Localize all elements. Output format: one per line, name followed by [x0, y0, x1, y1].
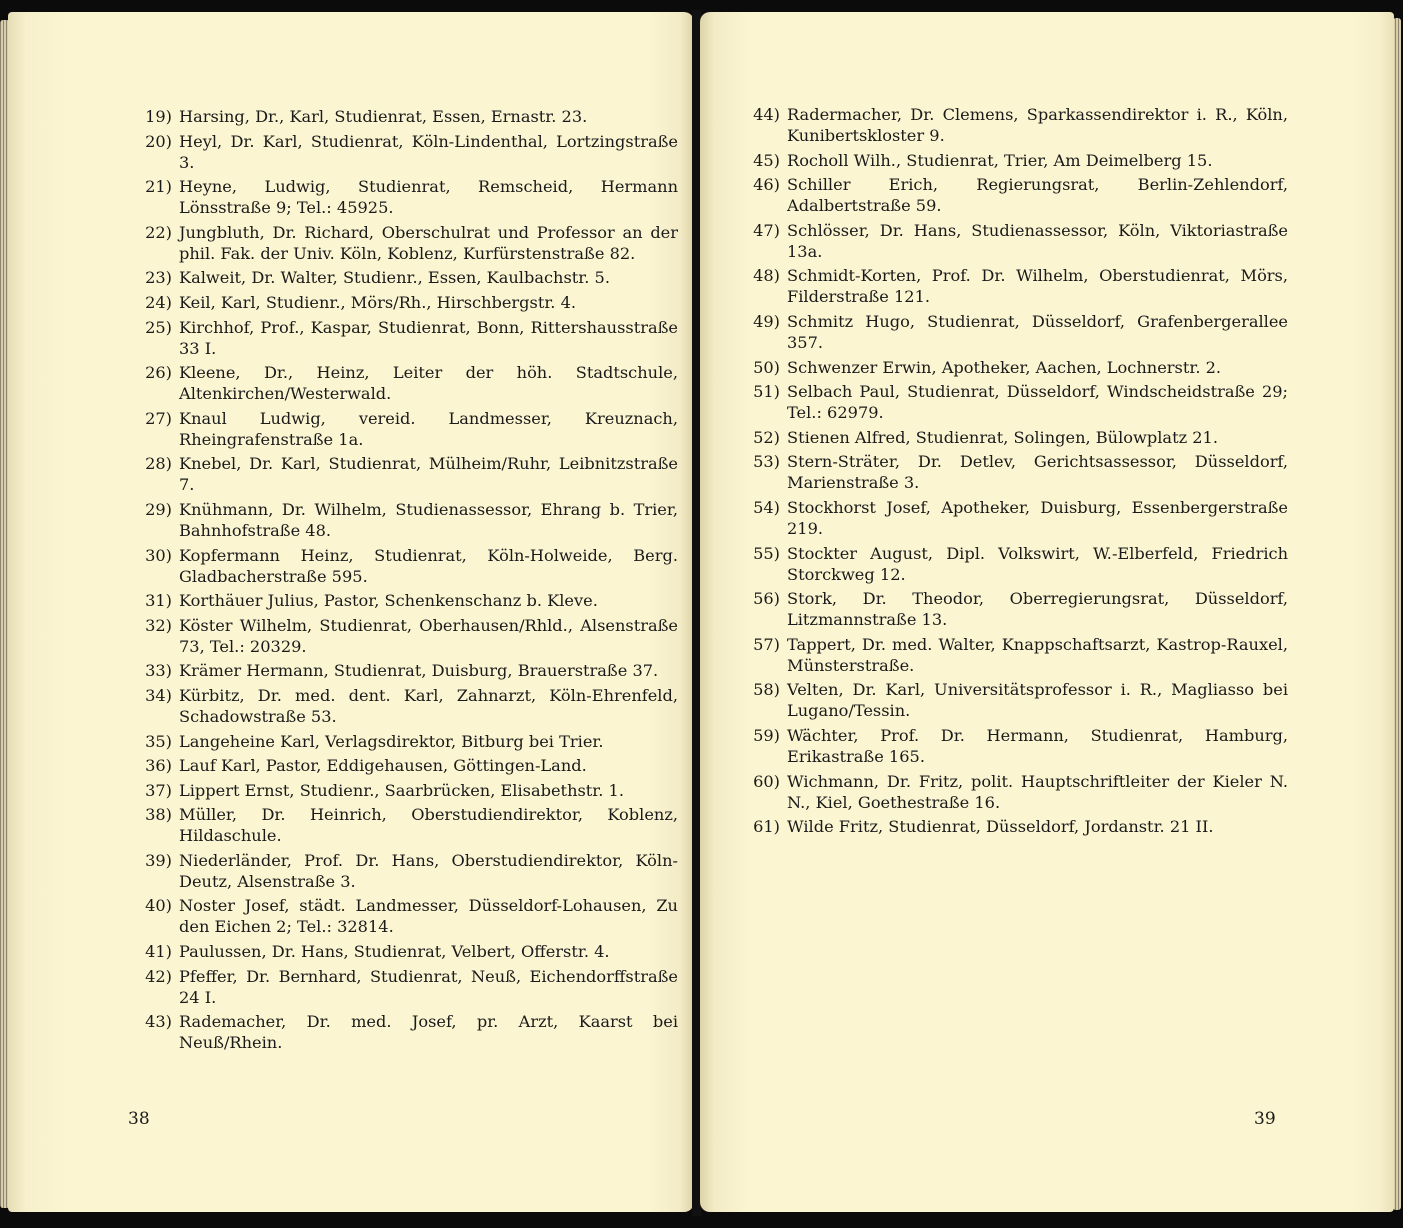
entry-text: Korthäuer Julius, Pastor, Schenkenschanz b. Kleve. [179, 591, 598, 611]
list-item [130, 362, 678, 404]
list-item [130, 292, 678, 313]
entry-number: 37) [145, 780, 172, 800]
page-number-right: 39 [1254, 1109, 1276, 1129]
entry-text: Schiller Erich, Regierungsrat, Berlin-Zehlendorf, Adalbertstraße 59. [787, 175, 1288, 216]
entry-text: Heyne, Ludwig, Studienrat, Remscheid, Hermann Lönsstraße 9; Tel.: 45925. [179, 177, 678, 218]
entry-text: Kalweit, Dr. Walter, Studienr., Essen, Kaulbachstr. 5. [179, 268, 610, 288]
entry-number: 40) [145, 896, 172, 916]
list-item [130, 453, 678, 495]
entry-number: 51) [753, 382, 780, 402]
entry-number: 44) [753, 105, 780, 124]
entry-number: 26) [145, 363, 172, 383]
list-item [738, 588, 1288, 630]
list-item [130, 755, 678, 776]
entry-number: 49) [753, 311, 780, 331]
entry-text: Wichmann, Dr. Fritz, polit. Hauptschriftleiter der Kieler N. N., Kiel, Goethestraße 16. [787, 771, 1288, 812]
entry-text: Wächter, Prof. Dr. Hermann, Studienrat, Hamburg, Erikastraße 165. [787, 725, 1288, 766]
list-item [130, 941, 678, 962]
entry-text: Stern-Sträter, Dr. Detlev, Gerichtsassessor, Düsseldorf, Marienstraße 3. [787, 452, 1288, 493]
entry-text: Pfeffer, Dr. Bernhard, Studienrat, Neuß, Eichendorffstraße 24 I. [179, 966, 678, 1007]
list-item [130, 615, 678, 657]
entry-number: 36) [145, 756, 172, 776]
list-item [738, 816, 1288, 837]
list-item [130, 966, 678, 1008]
entry-number: 58) [753, 680, 780, 700]
entry-text: Kleene, Dr., Heinz, Leiter der höh. Stadtschule, Altenkirchen/Westerwald. [179, 363, 678, 404]
list-item [738, 497, 1288, 539]
entry-number: 57) [753, 634, 780, 654]
entry-text: Noster Josef, städt. Landmesser, Düsseldorf-Lohausen, Zu den Eichen 2; Tel.: 32814. [179, 896, 678, 937]
entry-number: 46) [753, 175, 780, 195]
entry-text: Niederländer, Prof. Dr. Hans, Oberstudiendirektor, Köln-Deutz, Alsenstraße 3. [179, 850, 678, 891]
list-item [130, 685, 678, 727]
entry-number: 47) [753, 220, 780, 240]
list-item [130, 222, 678, 264]
entry-number: 60) [753, 771, 780, 791]
entry-number: 38) [145, 805, 172, 825]
list-item [130, 176, 678, 218]
entry-list-left [130, 106, 678, 1057]
entry-text: Velten, Dr. Karl, Universitätsprofessor i. R., Magliasso bei Lugano/Tessin. [787, 680, 1288, 721]
entry-text: Tappert, Dr. med. Walter, Knappschaftsarzt, Kastrop-Rauxel, Münsterstraße. [787, 634, 1288, 675]
list-item [738, 265, 1288, 307]
entry-number: 59) [753, 725, 780, 745]
list-item [738, 220, 1288, 262]
entry-number: 24) [145, 292, 172, 312]
entry-text: Müller, Dr. Heinrich, Oberstudiendirektor, Koblenz, Hildaschule. [179, 805, 678, 846]
page-number-left: 38 [128, 1109, 150, 1129]
list-item [130, 267, 678, 288]
list-item [130, 895, 678, 937]
list-item [130, 660, 678, 681]
entry-text: Rademacher, Dr. med. Josef, pr. Arzt, Kaarst bei Neuß/Rhein. [179, 1012, 678, 1053]
entry-number: 23) [145, 268, 172, 288]
entry-number: 54) [753, 497, 780, 517]
list-item [130, 804, 678, 846]
list-item [130, 131, 678, 173]
entry-number: 52) [753, 427, 780, 447]
list-item [738, 451, 1288, 493]
list-item [738, 150, 1288, 171]
entry-number: 28) [145, 454, 172, 474]
list-item [738, 311, 1288, 353]
list-item [738, 725, 1288, 767]
list-item [738, 543, 1288, 585]
entry-number: 22) [145, 222, 172, 242]
list-item [130, 850, 678, 892]
list-item [130, 1011, 678, 1053]
entry-text: Stienen Alfred, Studienrat, Solingen, Bülowplatz 21. [787, 427, 1218, 447]
entry-number: 39) [145, 850, 172, 870]
entry-number: 33) [145, 661, 172, 681]
entry-number: 48) [753, 266, 780, 286]
entry-number: 50) [753, 357, 780, 377]
entry-text: Schmitz Hugo, Studienrat, Düsseldorf, Grafenbergerallee 357. [787, 311, 1288, 352]
list-item [130, 780, 678, 801]
entry-number: 32) [145, 615, 172, 635]
entry-number: 21) [145, 177, 172, 197]
entry-text: Rocholl Wilh., Studienrat, Trier, Am Deimelberg 15. [787, 150, 1213, 170]
entry-number: 29) [145, 499, 172, 519]
entry-number: 34) [145, 685, 172, 705]
entry-number: 55) [753, 543, 780, 563]
list-item [738, 634, 1288, 676]
entry-number: 56) [753, 589, 780, 609]
entry-text: Stork, Dr. Theodor, Oberregierungsrat, Düsseldorf, Litzmannstraße 13. [787, 589, 1288, 630]
entry-text: Schwenzer Erwin, Apotheker, Aachen, Lochnerstr. 2. [787, 357, 1222, 377]
entry-text: Kopfermann Heinz, Studienrat, Köln-Holweide, Berg. Gladbacherstraße 595. [179, 545, 678, 586]
entry-number: 42) [145, 966, 172, 986]
list-item [130, 545, 678, 587]
list-item [738, 679, 1288, 721]
entry-text: Stockter August, Dipl. Volkswirt, W.-Elberfeld, Friedrich Storckweg 12. [787, 543, 1288, 584]
list-item [738, 771, 1288, 813]
entry-text: Köster Wilhelm, Studienrat, Oberhausen/Rhld., Alsenstraße 73, Tel.: 20329. [179, 615, 678, 656]
list-item [130, 499, 678, 541]
list-item [738, 427, 1288, 448]
list-item [130, 317, 678, 359]
left-page [8, 12, 694, 1212]
entry-number: 35) [145, 731, 172, 751]
entry-number: 43) [145, 1012, 172, 1032]
entry-number: 31) [145, 591, 172, 611]
page-stack-right [1393, 18, 1401, 1210]
entry-text: Paulussen, Dr. Hans, Studienrat, Velbert, Offerstr. 4. [179, 942, 610, 962]
right-page [700, 12, 1394, 1212]
list-item [130, 731, 678, 752]
list-item [130, 590, 678, 611]
entry-text: Wilde Fritz, Studienrat, Düsseldorf, Jordanstr. 21 II. [787, 817, 1214, 837]
list-item [738, 357, 1288, 378]
entry-text: Stockhorst Josef, Apotheker, Duisburg, Essenbergerstraße 219. [787, 497, 1288, 538]
entry-text: Kürbitz, Dr. med. dent. Karl, Zahnarzt, Köln-Ehrenfeld, Schadowstraße 53. [179, 685, 678, 726]
list-item [738, 104, 1288, 146]
entry-text: Knühmann, Dr. Wilhelm, Studienassessor, Ehrang b. Trier, Bahnhofstraße 48. [179, 499, 678, 540]
entry-text: Langeheine Karl, Verlagsdirektor, Bitburg bei Trier. [179, 731, 604, 751]
entry-text: Kirchhof, Prof., Kaspar, Studienrat, Bonn, Rittershausstraße 33 I. [179, 317, 678, 358]
entry-number: 53) [753, 452, 780, 472]
entry-text: Schmidt-Korten, Prof. Dr. Wilhelm, Oberstudienrat, Mörs, Filderstraße 121. [787, 266, 1288, 307]
entry-text: Knaul Ludwig, vereid. Landmesser, Kreuznach, Rheingrafenstraße 1a. [179, 408, 678, 449]
entry-text: Jungbluth, Dr. Richard, Oberschulrat und Professor an der phil. Fak. der Univ. Köln, Koblenz, Kurfürstenstraße 82. [179, 222, 678, 263]
entry-text: Krämer Hermann, Studienrat, Duisburg, Brauerstraße 37. [179, 661, 659, 681]
entry-number: 19) [145, 107, 172, 126]
entry-number: 20) [145, 131, 172, 151]
list-item [130, 106, 678, 127]
list-item [738, 174, 1288, 216]
entry-number: 41) [145, 942, 172, 962]
entry-text: Knebel, Dr. Karl, Studienrat, Mülheim/Ruhr, Leibnitzstraße 7. [179, 454, 678, 495]
entry-text: Keil, Karl, Studienr., Mörs/Rh., Hirschbergstr. 4. [179, 292, 577, 312]
entry-number: 30) [145, 545, 172, 565]
entry-text: Radermacher, Dr. Clemens, Sparkassendirektor i. R., Köln, Kunibertskloster 9. [787, 105, 1288, 145]
entry-text: Lauf Karl, Pastor, Eddigehausen, Göttingen-Land. [179, 756, 587, 776]
entry-number: 25) [145, 317, 172, 337]
entry-text: Harsing, Dr., Karl, Studienrat, Essen, Ernastr. 23. [179, 107, 588, 126]
entry-text: Heyl, Dr. Karl, Studienrat, Köln-Lindenthal, Lortzingstraße 3. [179, 131, 678, 172]
entry-text: Lippert Ernst, Studienr., Saarbrücken, Elisabethstr. 1. [179, 780, 624, 800]
entry-text: Schlösser, Dr. Hans, Studienassessor, Köln, Viktoriastraße 13a. [787, 220, 1288, 261]
entry-list-right [738, 104, 1288, 841]
list-item [738, 381, 1288, 423]
entry-number: 27) [145, 408, 172, 428]
entry-number: 45) [753, 150, 780, 170]
list-item [130, 408, 678, 450]
entry-number: 61) [753, 817, 780, 837]
entry-text: Selbach Paul, Studienrat, Düsseldorf, Windscheidstraße 29; Tel.: 62979. [787, 382, 1288, 423]
